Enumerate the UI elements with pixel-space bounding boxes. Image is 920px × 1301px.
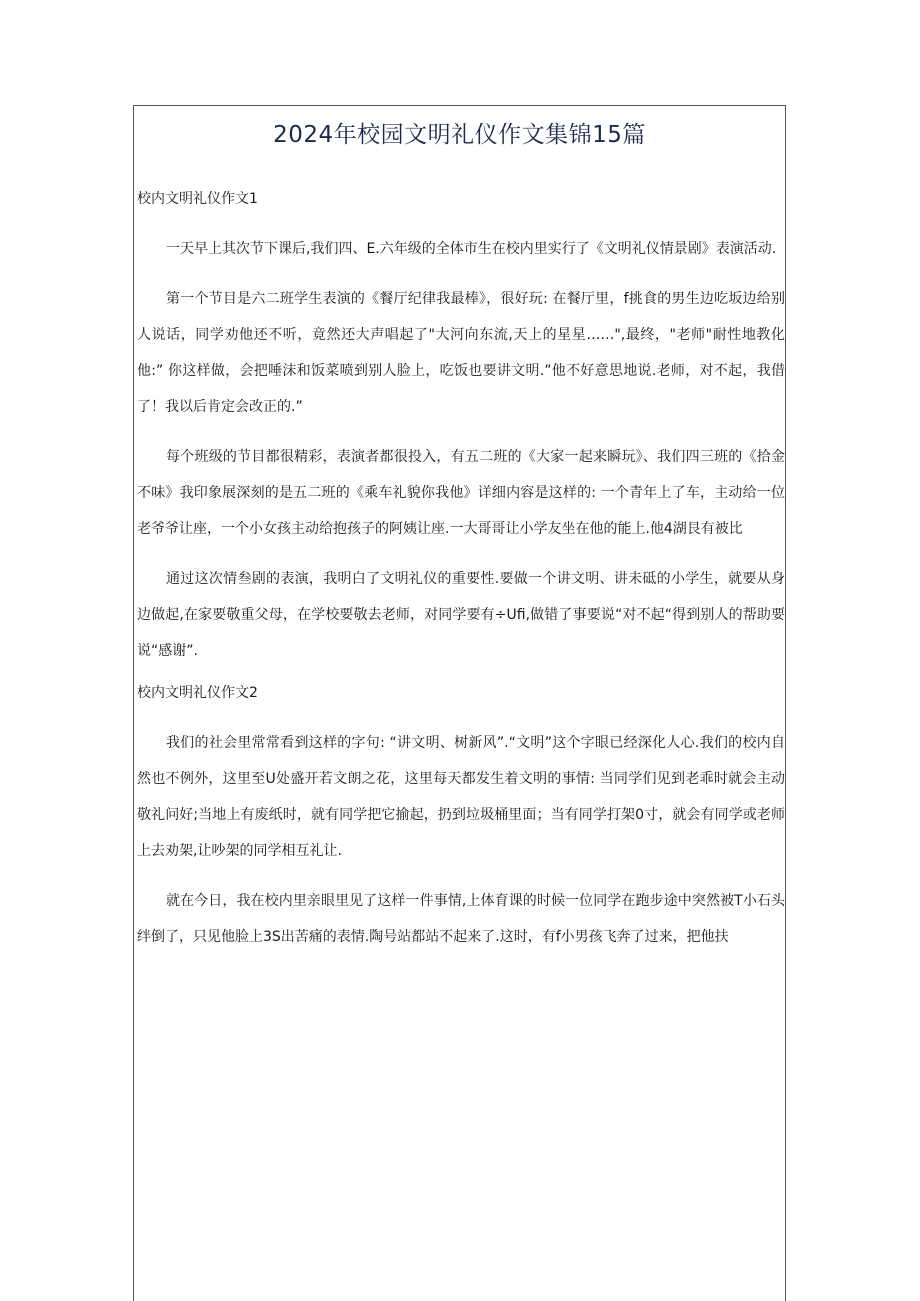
paragraph: 我们的社会里常常看到这样的字句: “讲文明、树新风”.“文明”这个字眼已经深化人心.我们的校内自然也不例外，这里至U处盛开若文朗之花，这里每天都发生着文明的事情: 当同学们见到老乖时就会主动敬礼问好;当地上有废纸时，就有同学把它揄起，扔到垃圾桶里面；当有同学打架0寸，就会有同学或老师上去劝架,让吵架的同学相互礼让. [137, 735, 785, 859]
paragraph: 通过这次情叁剧的表演，我明白了文明礼仪的重要性.要做一个讲文明、讲未砥的小学生，就要从身边做起,在家要敬重父母，在学校要敬去老师，对同学要有÷Ufi,做错了事要说“对不起“得到别人的帮助要说“感谢”. [137, 571, 785, 659]
paragraph: 每个班级的节目都很精彩，表演者都很投入，有五二班的《大家一起来瞬玩》、我们四三班的《拾金不味》我印象展深刻的是五二班的《乘车礼貌你我他》详细内容是这样的: 一个青年上了车，主动给一位老爷爷让座，一个小女孩主动给抱孩子的阿姨让座.一大哥哥让小学友坐在他的能上.他4湖艮有被比 [137, 449, 785, 537]
document-title: 2024年校园文明礼仪作文集锦15篇 [273, 122, 646, 148]
paragraph: 就在今日，我在校内里亲眼里见了这样一件事情,上体育课的时候一位同学在跑步途中突然被T小石头绊倒了，只见他脸上3S出苦痛的表情.陶号站都站不起来了.这时，有f小男孩飞奔了过来，把他扶 [137, 893, 785, 945]
section-heading: 校内文明礼仪作文1 [137, 191, 258, 207]
paragraph: 第一个节目是六二班学生表演的《餐厅纪律我最棒》，很好玩: 在餐厅里，f挑食的男生边吃坂边给别人说话，同学劝他还不听，竟然还大声唱起了"大河向东流,天上的星星……",最终，"老师"耐性地教化他:” 你这样做，会把唾沫和饭菜喷到别人脸上，吃饭也要讲文明.”他不好意思地说.老师，对不起，我借了！我以后肯定会改正的.” [137, 291, 785, 415]
paragraph: 一天早上其次节下课后,我们四、E.六年级的全体市生在校内里实行了《文明礼仪情景剧》表演活动. [166, 241, 777, 257]
document-body [137, 181, 785, 969]
section-heading: 校内文明礼仪作文2 [137, 685, 258, 701]
